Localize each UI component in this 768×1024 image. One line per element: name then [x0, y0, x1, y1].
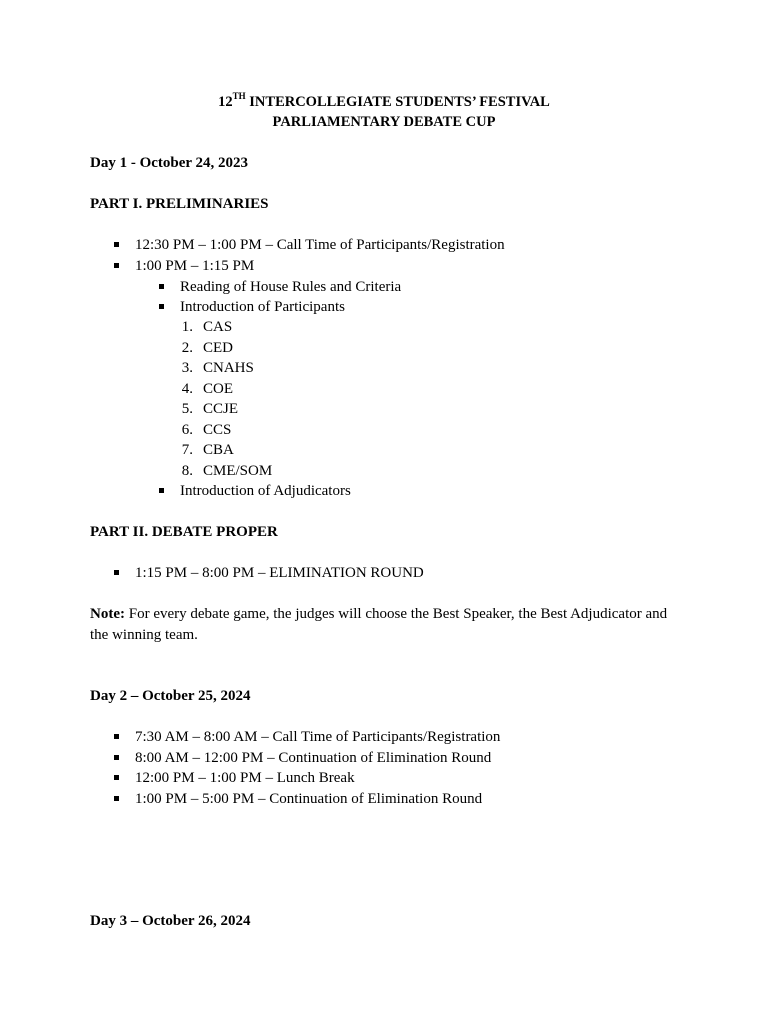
list-number: 7. [181, 442, 193, 458]
participant-item: CBA [203, 442, 234, 458]
schedule-item: 1:00 PM – 5:00 PM – Continuation of Elimination Round [135, 791, 483, 807]
part2-heading: PART II. DEBATE PROPER [90, 524, 278, 540]
sub-bullet-marker [159, 304, 164, 309]
title-text: INTERCOLLEGIATE STUDENTS’ FESTIVAL [245, 94, 550, 110]
schedule-item: 1:15 PM – 8:00 PM – ELIMINATION ROUND [135, 565, 424, 581]
bullet-marker [114, 570, 119, 575]
sub-item: Reading of House Rules and Criteria [180, 279, 402, 295]
sub-bullet-marker [159, 488, 164, 493]
document-title-line1 [0, 92, 768, 112]
participant-item: CAS [203, 319, 233, 335]
sub-item: Introduction of Participants [180, 299, 345, 315]
list-number: 4. [181, 381, 193, 397]
list-number: 8. [181, 463, 193, 479]
participant-item: CCS [203, 422, 232, 438]
sub-item: Introduction of Adjudicators [180, 483, 351, 499]
note-text: For every debate game, the judges will choose the Best Speaker, the Best Adjudicator and the winning team. [90, 606, 668, 643]
bullet-marker [114, 263, 119, 268]
participant-item: CME/SOM [203, 463, 273, 479]
list-number: 3. [181, 360, 193, 376]
bullet-marker [114, 242, 119, 247]
day3-heading: Day 3 – October 26, 2024 [90, 913, 251, 929]
participant-item: CCJE [203, 401, 239, 417]
participant-item: CNAHS [203, 360, 254, 376]
schedule-item: 8:00 AM – 12:00 PM – Continuation of Elimination Round [135, 750, 492, 766]
participant-item: CED [203, 340, 233, 356]
part1-heading: PART I. PRELIMINARIES [90, 196, 269, 212]
bullet-marker [114, 734, 119, 739]
list-number: 5. [181, 401, 193, 417]
list-number: 6. [181, 422, 193, 438]
title-number: 12 [218, 94, 233, 110]
document-title-line2: PARLIAMENTARY DEBATE CUP [272, 114, 496, 130]
note-paragraph [90, 604, 680, 646]
schedule-item: 1:00 PM – 1:15 PM [135, 258, 255, 274]
title-superscript: TH [232, 91, 246, 102]
bullet-marker [114, 775, 119, 780]
participant-item: COE [203, 381, 233, 397]
bullet-marker [114, 755, 119, 760]
day2-heading: Day 2 – October 25, 2024 [90, 688, 251, 704]
schedule-item: 12:00 PM – 1:00 PM – Lunch Break [135, 770, 355, 786]
note-label: Note: [90, 606, 125, 622]
day1-heading: Day 1 - October 24, 2023 [90, 155, 249, 171]
sub-bullet-marker [159, 284, 164, 289]
list-number: 1. [181, 319, 193, 335]
schedule-item: 12:30 PM – 1:00 PM – Call Time of Participants/Registration [135, 237, 505, 253]
list-number: 2. [181, 340, 193, 356]
schedule-item: 7:30 AM – 8:00 AM – Call Time of Participants/Registration [135, 729, 501, 745]
bullet-marker [114, 796, 119, 801]
